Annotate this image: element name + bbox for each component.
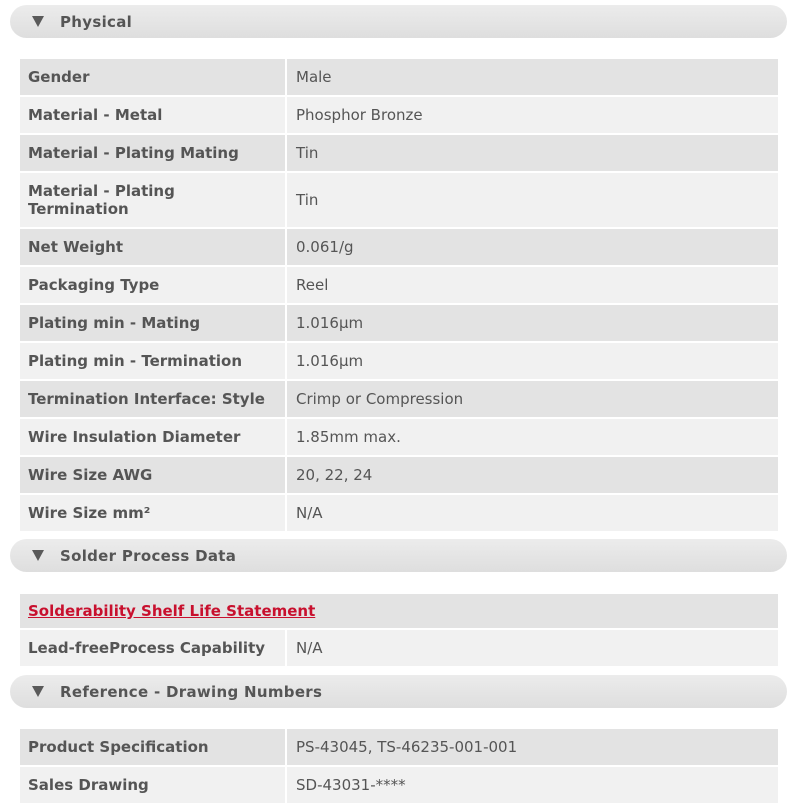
table-row xyxy=(20,381,778,417)
table-row xyxy=(20,59,778,95)
table-row xyxy=(20,457,778,493)
row-label: Material - Metal xyxy=(20,97,285,133)
row-value: Crimp or Compression xyxy=(287,381,778,417)
row-value: Male xyxy=(287,59,778,95)
row-label: Gender xyxy=(20,59,285,95)
row-label: Material - Plating Mating xyxy=(20,135,285,171)
table-row xyxy=(20,767,778,803)
row-label: Net Weight xyxy=(20,229,285,265)
solderability-shelf-life-link[interactable]: Solderability Shelf Life Statement xyxy=(28,602,316,620)
physical-table xyxy=(20,59,778,533)
row-label: Wire Size mm² xyxy=(20,495,285,531)
row-value: PS-43045, TS-46235-001-001 xyxy=(287,729,778,765)
solder-table xyxy=(20,594,778,668)
table-row xyxy=(20,135,778,171)
row-value: N/A xyxy=(287,495,778,531)
row-value: N/A xyxy=(287,630,778,666)
row-value: SD-43031-**** xyxy=(287,767,778,803)
table-row xyxy=(20,419,778,455)
row-value: 20, 22, 24 xyxy=(287,457,778,493)
table-row xyxy=(20,267,778,303)
section-header-reference-drawing-numbers[interactable] xyxy=(10,675,787,708)
table-row xyxy=(20,305,778,341)
section-title: Physical xyxy=(60,12,133,31)
row-label: Material - Plating Termination xyxy=(20,173,285,227)
row-value: Reel xyxy=(287,267,778,303)
collapse-triangle-icon xyxy=(32,550,44,561)
table-row xyxy=(20,229,778,265)
row-value: 1.85mm max. xyxy=(287,419,778,455)
row-label: Plating min - Termination xyxy=(20,343,285,379)
section-title: Solder Process Data xyxy=(60,546,237,565)
row-label: Sales Drawing xyxy=(20,767,285,803)
row-label: Wire Size AWG xyxy=(20,457,285,493)
collapse-triangle-icon xyxy=(32,16,44,27)
table-row xyxy=(20,594,778,628)
row-value: Tin xyxy=(287,173,778,227)
section-title: Reference - Drawing Numbers xyxy=(60,682,323,701)
table-row xyxy=(20,495,778,531)
reference-table xyxy=(20,729,778,805)
table-row xyxy=(20,97,778,133)
row-label: Plating min - Mating xyxy=(20,305,285,341)
row-value: 0.061/g xyxy=(287,229,778,265)
collapse-triangle-icon xyxy=(32,686,44,697)
section-header-physical[interactable] xyxy=(10,5,787,38)
row-value: Phosphor Bronze xyxy=(287,97,778,133)
row-label: Termination Interface: Style xyxy=(20,381,285,417)
row-label: Wire Insulation Diameter xyxy=(20,419,285,455)
table-row xyxy=(20,173,778,227)
row-value: 1.016µm xyxy=(287,305,778,341)
row-label: Packaging Type xyxy=(20,267,285,303)
row-label: Lead-freeProcess Capability xyxy=(20,630,285,666)
row-value: Tin xyxy=(287,135,778,171)
table-row xyxy=(20,343,778,379)
section-header-solder-process-data[interactable] xyxy=(10,539,787,572)
row-label: Product Specification xyxy=(20,729,285,765)
link-row xyxy=(20,594,778,628)
table-row xyxy=(20,729,778,765)
row-value: 1.016µm xyxy=(287,343,778,379)
table-row xyxy=(20,630,778,666)
